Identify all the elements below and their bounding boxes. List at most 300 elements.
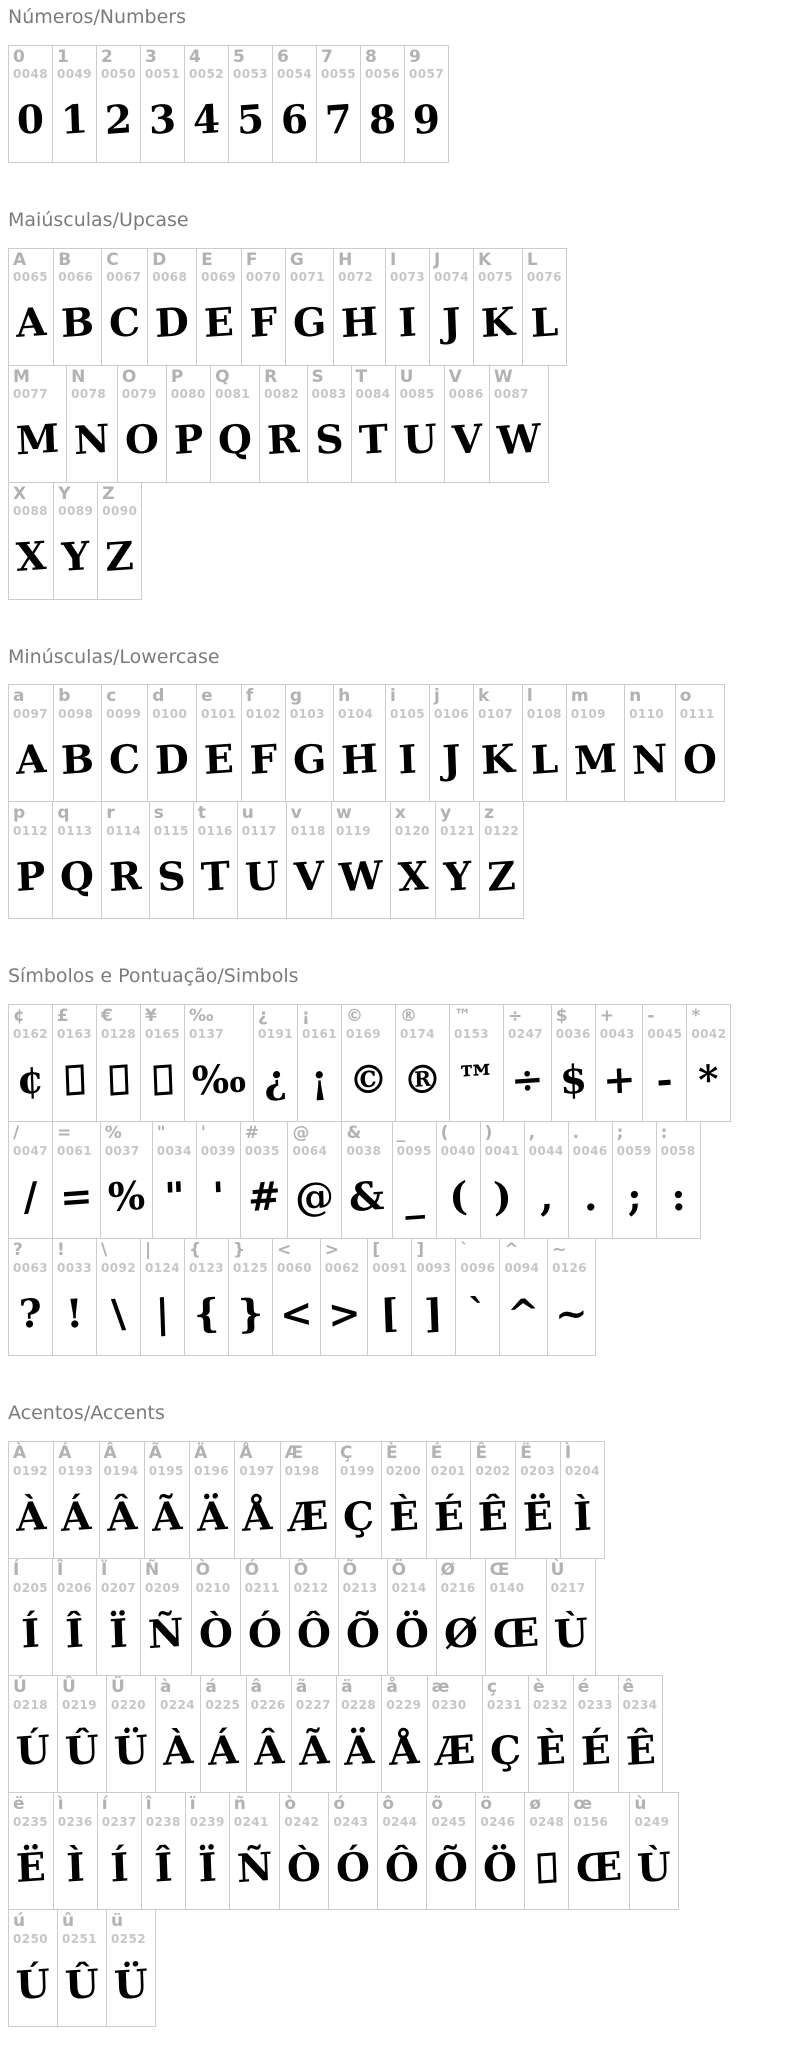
char-code: 0065: [13, 270, 48, 285]
cell-0077: [8, 365, 67, 483]
char-label: Ø: [440, 1559, 456, 1580]
character-row: [8, 482, 810, 600]
char-label: (: [440, 1123, 449, 1144]
char-glyph: Œ: [575, 1842, 624, 1892]
section-title: Minúsculas/Lowercase: [8, 645, 220, 668]
char-label: I: [390, 249, 397, 270]
char-glyph: Ù: [552, 1609, 589, 1658]
cell-0220: [106, 1675, 156, 1793]
char-label: z: [484, 803, 495, 824]
cell-0128: [96, 1004, 141, 1122]
char-code: 0071: [289, 270, 325, 285]
char-code: 0161: [302, 1026, 338, 1041]
character-row: [8, 1121, 810, 1239]
char-label: û: [62, 1910, 75, 1931]
char-label: t: [197, 803, 206, 824]
char-code: 0238: [145, 1814, 181, 1829]
char-glyph: Ë: [15, 1843, 47, 1892]
char-code: 0248: [529, 1814, 565, 1829]
char-code: 0211: [244, 1580, 280, 1595]
char-glyph: Ì: [572, 1492, 593, 1540]
char-glyph: É: [579, 1726, 612, 1775]
cell-0200: [381, 1441, 427, 1559]
char-code: 0169: [346, 1026, 382, 1041]
char-code: 0121: [440, 823, 476, 838]
char-glyph: R: [266, 415, 301, 464]
cell-0111: [675, 684, 725, 802]
char-label: ¥: [145, 1006, 157, 1027]
cell-0224: [155, 1675, 201, 1793]
char-label: E: [201, 249, 213, 270]
char-label: j: [434, 686, 440, 707]
char-glyph: U: [401, 415, 438, 465]
char-label: a: [13, 686, 25, 707]
char-glyph: Û: [64, 1960, 100, 2009]
char-glyph: #: [246, 1172, 282, 1221]
char-code: 0050: [101, 67, 136, 82]
cell-0040: [436, 1121, 481, 1239]
char-code: 0100: [152, 706, 188, 721]
char-label: æ: [431, 1676, 450, 1697]
char-code: 0057: [409, 67, 444, 82]
cell-0092: [96, 1238, 141, 1356]
char-glyph: Q: [59, 852, 96, 901]
char-code: 0216: [440, 1580, 476, 1595]
char-code: 0202: [475, 1463, 511, 1478]
char-label: N: [71, 366, 86, 387]
char-code: 0165: [145, 1026, 180, 1041]
char-code: 0191: [258, 1026, 294, 1041]
char-code: 0094: [504, 1260, 540, 1275]
missing-glyph-box: [109, 1064, 128, 1095]
char-code: 0217: [550, 1580, 586, 1595]
char-glyph: Í: [20, 1609, 41, 1657]
char-code: 0201: [430, 1463, 466, 1478]
cell-0174: [395, 1004, 450, 1122]
char-code: 0229: [386, 1697, 422, 1712]
cell-0234: [618, 1675, 664, 1793]
char-code: 0101: [201, 706, 237, 721]
char-glyph: Á: [207, 1726, 240, 1775]
char-label: b: [58, 686, 71, 707]
char-glyph: Ã: [151, 1492, 183, 1541]
char-code: 0093: [416, 1260, 452, 1275]
char-label: ü: [111, 1910, 124, 1931]
cell-0118: [286, 801, 332, 919]
char-code: 0162: [13, 1026, 48, 1041]
character-table: [8, 248, 810, 600]
char-glyph: V: [450, 415, 483, 464]
char-label: ö: [480, 1793, 493, 1814]
cell-0242: [279, 1792, 329, 1910]
char-glyph: 7: [324, 96, 353, 145]
char-code: 0236: [57, 1814, 93, 1829]
char-code: 0246: [480, 1814, 516, 1829]
char-code: 0108: [526, 706, 562, 721]
char-glyph: Ö: [482, 1843, 519, 1892]
cell-0113: [52, 801, 102, 919]
char-glyph: E: [203, 735, 235, 784]
cell-0106: [429, 684, 474, 802]
char-code: 0042: [691, 1026, 727, 1041]
char-label: C: [106, 249, 119, 270]
cell-0193: [53, 1441, 99, 1559]
char-label: ]: [416, 1240, 425, 1261]
cell-0049: [52, 45, 97, 163]
char-code: 0069: [201, 270, 237, 285]
cell-0236: [53, 1792, 98, 1910]
char-code: 0140: [489, 1580, 525, 1595]
missing-glyph-box: [153, 1064, 172, 1095]
char-label: ®: [400, 1006, 418, 1027]
char-label: :: [660, 1123, 668, 1144]
char-glyph: K: [480, 298, 516, 348]
cell-0069: [196, 248, 242, 366]
char-code: 0075: [478, 270, 514, 285]
char-glyph: Á: [60, 1492, 93, 1541]
char-code: 0086: [448, 387, 484, 402]
char-label: R: [264, 366, 278, 387]
section-title: Números/Numbers: [8, 6, 186, 28]
char-label: %: [104, 1123, 122, 1144]
cell-0063: [8, 1238, 53, 1356]
cell-0099: [101, 684, 148, 802]
char-label: P: [170, 366, 184, 387]
char-code: 0078: [71, 387, 107, 402]
char-code: 0059: [616, 1143, 652, 1158]
cell-0219: [57, 1675, 107, 1793]
char-label: ó: [333, 1793, 346, 1814]
char-label: ': [200, 1123, 206, 1144]
char-label: ò: [284, 1793, 297, 1814]
char-label: g: [289, 686, 303, 707]
cell-0087: [489, 365, 549, 483]
cell-0098: [53, 684, 102, 802]
char-label: V: [448, 366, 462, 387]
cell-0206: [52, 1558, 97, 1676]
char-code: 0087: [493, 387, 529, 402]
char-glyph: F: [248, 298, 278, 347]
char-code: 0074: [434, 270, 470, 285]
char-label: õ: [431, 1793, 444, 1814]
char-glyph: Ã: [298, 1726, 330, 1775]
char-glyph: V: [293, 852, 325, 901]
char-glyph: @: [294, 1172, 336, 1221]
char-code: 0193: [58, 1463, 94, 1478]
char-glyph: =: [59, 1172, 94, 1221]
char-label: Y: [58, 483, 71, 504]
char-code: 0045: [647, 1026, 683, 1041]
char-label: Å: [239, 1442, 253, 1463]
char-code: 0230: [431, 1697, 467, 1712]
cell-0033: [52, 1238, 97, 1356]
char-label: 4: [189, 46, 201, 67]
char-label: !: [57, 1240, 65, 1261]
char-glyph: ‰: [191, 1054, 247, 1105]
cell-0055: [316, 45, 361, 163]
cell-0153: [449, 1004, 504, 1122]
cell-0064: [287, 1121, 342, 1239]
char-glyph: A: [15, 298, 48, 347]
cell-0107: [473, 684, 523, 802]
char-glyph: \: [110, 1289, 127, 1337]
cell-0119: [331, 801, 391, 919]
char-label: d: [152, 686, 165, 707]
char-code: 0092: [101, 1260, 136, 1275]
char-glyph: Ú: [15, 1960, 51, 2009]
char-code: 0084: [355, 387, 391, 402]
char-code: 0174: [400, 1026, 436, 1041]
cell-0065: [8, 248, 54, 366]
char-glyph: S: [156, 852, 187, 901]
char-glyph: 9: [412, 96, 441, 145]
char-glyph: P: [15, 852, 47, 901]
character-table: [8, 45, 810, 163]
character-row: [8, 1558, 810, 1676]
char-code: 0192: [13, 1463, 48, 1478]
section-uppercase: [8, 209, 810, 600]
char-label: B: [58, 249, 72, 270]
char-glyph: Ä: [196, 1492, 229, 1541]
cell-0068: [147, 248, 197, 366]
cell-0123: [184, 1238, 229, 1356]
cell-0091: [367, 1238, 412, 1356]
char-code: 0110: [629, 706, 665, 721]
cell-0047: [8, 1121, 53, 1239]
char-label: Ë: [520, 1442, 532, 1463]
cell-0066: [53, 248, 102, 366]
char-code: 0079: [121, 387, 157, 402]
character-table: [8, 1004, 810, 1356]
char-label: Ú: [13, 1676, 27, 1697]
cell-0126: [547, 1238, 596, 1356]
cell-0203: [515, 1441, 561, 1559]
section-title: Símbolos e Pontuação/Simbols: [8, 965, 299, 988]
cell-0051: [140, 45, 185, 163]
char-label: ‰: [189, 1006, 214, 1027]
character-row: [8, 1675, 810, 1793]
cell-0052: [184, 45, 229, 163]
cell-0048: [8, 45, 53, 163]
cell-0117: [237, 801, 287, 919]
char-label: 3: [145, 46, 157, 67]
char-glyph: 2: [104, 96, 133, 145]
char-code: 0220: [111, 1697, 147, 1712]
char-glyph: M: [15, 415, 60, 465]
char-label: ã: [295, 1676, 308, 1697]
cell-0058: [656, 1121, 701, 1239]
char-glyph: 6: [280, 96, 309, 145]
cell-0035: [240, 1121, 289, 1239]
char-label: ¢: [13, 1006, 25, 1027]
char-glyph: È: [388, 1492, 420, 1541]
character-row: [8, 1441, 810, 1559]
char-label: -: [647, 1006, 655, 1027]
char-code: 0203: [520, 1463, 556, 1478]
cell-0120: [390, 801, 436, 919]
char-label: ô: [382, 1793, 395, 1814]
char-code: 0035: [244, 1143, 280, 1158]
cell-0249: [629, 1792, 679, 1910]
char-code: 0235: [13, 1814, 48, 1829]
char-code: 0047: [13, 1143, 48, 1158]
char-code: 0251: [62, 1931, 98, 1946]
char-label: 2: [101, 46, 113, 67]
char-label: 0: [13, 46, 25, 67]
char-label: 9: [409, 46, 421, 67]
char-glyph: Õ: [344, 1609, 381, 1658]
cell-0043: [595, 1004, 644, 1122]
cell-0045: [642, 1004, 687, 1122]
char-label: å: [386, 1676, 398, 1697]
cell-0161: [297, 1004, 342, 1122]
cell-0124: [140, 1238, 185, 1356]
char-label: O: [121, 366, 137, 387]
char-label: ú: [13, 1910, 26, 1931]
char-glyph: Í: [109, 1843, 130, 1891]
cell-0197: [234, 1441, 280, 1559]
char-glyph: ~: [554, 1289, 589, 1338]
cell-0046: [568, 1121, 613, 1239]
char-label: >: [324, 1240, 339, 1261]
char-label: D: [152, 249, 167, 270]
char-label: .: [572, 1123, 580, 1144]
char-glyph: Ì: [65, 1843, 86, 1891]
char-glyph: [144, 1041, 182, 1119]
char-label: ë: [13, 1793, 25, 1814]
cell-0104: [333, 684, 386, 802]
char-glyph: Ê: [624, 1726, 657, 1775]
char-code: 0066: [58, 270, 94, 285]
char-glyph: W: [338, 852, 384, 902]
char-label: â: [250, 1676, 263, 1697]
cell-0102: [241, 684, 286, 802]
character-table: [8, 1441, 810, 2027]
char-glyph: Ô: [384, 1843, 421, 1892]
cell-0248: [524, 1792, 569, 1910]
char-code: 0098: [58, 706, 94, 721]
cell-0227: [291, 1675, 337, 1793]
char-code: 0067: [106, 270, 142, 285]
char-glyph: C: [108, 298, 142, 347]
char-label: ¡: [302, 1006, 310, 1027]
char-glyph: [100, 1041, 138, 1119]
cell-0101: [196, 684, 242, 802]
cell-0094: [499, 1238, 548, 1356]
char-label: Ô: [293, 1559, 309, 1580]
section-accents: [8, 1402, 810, 2027]
char-label: i: [390, 686, 396, 707]
char-label: ,: [528, 1123, 536, 1144]
char-label: 1: [57, 46, 69, 67]
cell-0038: [341, 1121, 392, 1239]
cell-0194: [99, 1441, 145, 1559]
char-code: 0040: [440, 1143, 476, 1158]
char-glyph: &: [348, 1172, 386, 1221]
cell-0191: [253, 1004, 298, 1122]
cell-0071: [285, 248, 334, 366]
char-label: G: [289, 249, 304, 270]
char-code: 0242: [284, 1814, 320, 1829]
char-label: î: [145, 1793, 152, 1814]
char-label: F: [245, 249, 258, 270]
cell-0083: [307, 365, 352, 483]
char-label: È: [385, 1442, 398, 1463]
char-glyph: O: [681, 735, 718, 784]
char-code: 0122: [484, 823, 520, 838]
char-label: _: [396, 1123, 406, 1144]
char-label: ù: [634, 1793, 647, 1814]
char-code: 0126: [552, 1260, 588, 1275]
char-glyph: Ï: [108, 1609, 129, 1657]
char-code: 0199: [339, 1463, 375, 1478]
char-glyph: Œ: [491, 1608, 540, 1658]
char-glyph: ;: [626, 1172, 643, 1220]
char-glyph: Ü: [113, 1726, 149, 1775]
cell-0072: [333, 248, 386, 366]
char-glyph: 0: [16, 96, 45, 145]
char-label: n: [629, 686, 642, 707]
character-row: [8, 801, 810, 919]
char-code: 0088: [13, 504, 48, 519]
char-label: Í: [13, 1559, 20, 1580]
char-glyph: ): [492, 1172, 513, 1221]
char-glyph: R: [108, 852, 143, 901]
cell-0207: [96, 1558, 141, 1676]
char-label: 6: [277, 46, 289, 67]
cell-0140: [485, 1558, 547, 1676]
cell-0044: [524, 1121, 569, 1239]
char-glyph: U: [244, 852, 280, 901]
char-glyph: I: [397, 299, 418, 347]
char-label: =: [57, 1123, 72, 1144]
char-glyph: Õ: [433, 1843, 470, 1892]
cell-0090: [97, 482, 142, 600]
char-code: 0037: [104, 1143, 140, 1158]
char-label: É: [430, 1442, 443, 1463]
char-label: r: [106, 803, 115, 824]
cell-0093: [411, 1238, 456, 1356]
cell-0125: [228, 1238, 273, 1356]
char-code: 0082: [264, 387, 300, 402]
char-code: 0241: [233, 1814, 269, 1829]
char-code: 0116: [197, 823, 233, 838]
char-label: À: [13, 1442, 27, 1463]
char-glyph: _: [403, 1172, 425, 1221]
cell-0081: [210, 365, 260, 483]
char-glyph: Â: [105, 1492, 138, 1541]
char-label: Â: [103, 1442, 117, 1463]
char-glyph: Y: [442, 852, 473, 901]
char-code: 0080: [170, 387, 206, 402]
char-label: Û: [62, 1676, 76, 1697]
char-code: 0061: [57, 1143, 92, 1158]
char-code: 0249: [634, 1814, 670, 1829]
cell-0201: [426, 1441, 472, 1559]
char-code: 0096: [460, 1260, 496, 1275]
char-code: 0103: [289, 706, 325, 721]
cell-0243: [328, 1792, 378, 1910]
char-code: 0212: [293, 1580, 329, 1595]
char-glyph: H: [340, 298, 379, 348]
cell-0169: [341, 1004, 396, 1122]
char-code: 0105: [390, 706, 426, 721]
char-code: 0218: [13, 1697, 48, 1712]
char-code: 0118: [290, 823, 326, 838]
char-label: M: [13, 366, 30, 387]
char-glyph: (: [448, 1172, 469, 1221]
char-label: Ü: [111, 1676, 125, 1697]
